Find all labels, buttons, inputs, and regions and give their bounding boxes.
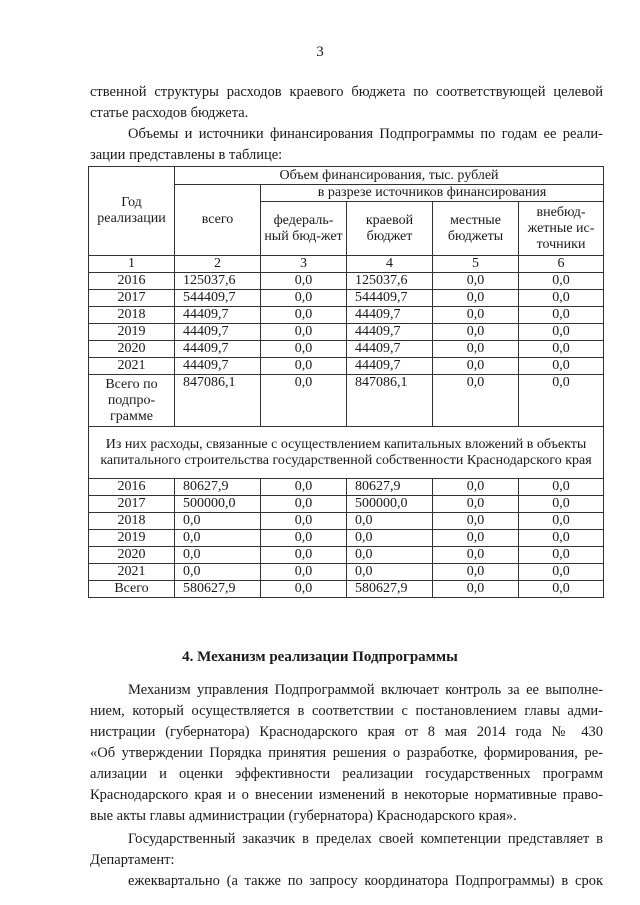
capital-total-value: 0,0 bbox=[519, 581, 604, 598]
header-year: Год реализации bbox=[89, 167, 175, 256]
table-cell: 2019 bbox=[89, 324, 175, 341]
capital-cell: 0,0 bbox=[175, 547, 261, 564]
text-line: Объемы и источники финансирования Подпрограммы по годам ее реали- bbox=[128, 126, 603, 142]
capital-cell: 500000,0 bbox=[175, 496, 261, 513]
capital-cell: 0,0 bbox=[261, 513, 347, 530]
capital-cell: 0,0 bbox=[175, 513, 261, 530]
table-cell: 125037,6 bbox=[175, 273, 261, 290]
table-cell: 44409,7 bbox=[175, 358, 261, 375]
table-cell: 2016 bbox=[89, 273, 175, 290]
header-breakdown: в разрезе источников финансирования bbox=[261, 185, 604, 202]
capital-cell: 80627,9 bbox=[175, 479, 261, 496]
table-cell: 0,0 bbox=[519, 341, 604, 358]
header-local: местные бюджеты bbox=[433, 202, 519, 256]
capital-cell: 0,0 bbox=[519, 547, 604, 564]
table-row bbox=[89, 290, 604, 307]
header-total: всего bbox=[175, 185, 261, 256]
total-value: 0,0 bbox=[519, 375, 604, 427]
capital-cell: 0,0 bbox=[261, 479, 347, 496]
capital-cell: 0,0 bbox=[347, 564, 433, 581]
capital-total-value: 0,0 bbox=[261, 581, 347, 598]
mechanism-paragraph bbox=[90, 680, 603, 827]
text-line: ализации и оценки эффективности реализации государственных программ bbox=[90, 766, 603, 782]
text-line: Краснодарского края и о внесении изменений в некоторые нормативные право- bbox=[90, 787, 603, 803]
total-value: 0,0 bbox=[433, 375, 519, 427]
column-number: 3 bbox=[261, 256, 347, 273]
capital-total-label: Всего bbox=[89, 581, 175, 598]
total-value: 0,0 bbox=[261, 375, 347, 427]
capital-total-value: 580627,9 bbox=[347, 581, 433, 598]
capital-cell: 2019 bbox=[89, 530, 175, 547]
table-row bbox=[89, 358, 604, 375]
capital-cell: 2021 bbox=[89, 564, 175, 581]
capital-cell: 0,0 bbox=[433, 564, 519, 581]
table-cell: 2020 bbox=[89, 341, 175, 358]
capital-cell: 0,0 bbox=[347, 530, 433, 547]
capital-cell: 2018 bbox=[89, 513, 175, 530]
table-cell: 0,0 bbox=[433, 307, 519, 324]
capital-cell: 0,0 bbox=[433, 547, 519, 564]
text-line: статье расходов бюджета. bbox=[90, 105, 249, 121]
table-cell: 2021 bbox=[89, 358, 175, 375]
total-value: 847086,1 bbox=[175, 375, 261, 427]
table-cell: 0,0 bbox=[261, 358, 347, 375]
table-cell: 0,0 bbox=[433, 341, 519, 358]
text-line: нием, который осуществляется в соответствии с постановлением главы адми- bbox=[90, 703, 603, 719]
table-cell: 125037,6 bbox=[347, 273, 433, 290]
table-cell: 44409,7 bbox=[347, 358, 433, 375]
section-heading: 4. Механизм реализации Подпрограммы bbox=[182, 649, 458, 665]
text-line: Департамент: bbox=[90, 852, 175, 868]
capital-cell: 0,0 bbox=[433, 513, 519, 530]
capital-cell: 0,0 bbox=[175, 564, 261, 581]
table-cell: 0,0 bbox=[519, 290, 604, 307]
customer-paragraph bbox=[90, 829, 603, 871]
table-cell: 0,0 bbox=[433, 358, 519, 375]
capital-row bbox=[89, 564, 604, 581]
text-line: нистрации (губернатора) Краснодарского края от 8 мая 2014 года № 430 bbox=[90, 724, 603, 740]
table-cell: 0,0 bbox=[519, 358, 604, 375]
capital-cell: 0,0 bbox=[261, 530, 347, 547]
column-number-row bbox=[89, 256, 604, 273]
column-number: 5 bbox=[433, 256, 519, 273]
table-cell: 0,0 bbox=[261, 307, 347, 324]
capital-cell: 0,0 bbox=[347, 547, 433, 564]
table-cell: 44409,7 bbox=[347, 324, 433, 341]
text-line: ежеквартально (а также по запросу координатора Подпрограммы) в срок bbox=[128, 873, 603, 889]
capital-row bbox=[89, 496, 604, 513]
capital-cell: 2020 bbox=[89, 547, 175, 564]
table-cell: 0,0 bbox=[261, 341, 347, 358]
capital-cell: 2016 bbox=[89, 479, 175, 496]
capital-heading: Из них расходы, связанные с осуществлением капитальных вложений в объекты капитального строительства государственной собственности Краснодарского края bbox=[89, 427, 604, 479]
capital-row bbox=[89, 479, 604, 496]
text-line: Государственный заказчик в пределах своей компетенции представляет в bbox=[128, 831, 603, 847]
text-line: вые акты главы администрации (губернатора) Краснодарского края». bbox=[90, 808, 517, 824]
table-row bbox=[89, 307, 604, 324]
table-cell: 0,0 bbox=[519, 307, 604, 324]
column-number: 6 bbox=[519, 256, 604, 273]
header-federal: федераль-ный бюд-жет bbox=[261, 202, 347, 256]
text-line: ственной структуры расходов краевого бюджета по соответствующей целевой bbox=[90, 84, 603, 100]
capital-cell: 2017 bbox=[89, 496, 175, 513]
page-number: 3 bbox=[316, 44, 324, 60]
capital-cell: 0,0 bbox=[433, 530, 519, 547]
header-regional: краевой бюджет bbox=[347, 202, 433, 256]
header-volume: Объем финансирования, тыс. рублей bbox=[175, 167, 604, 185]
capital-cell: 0,0 bbox=[519, 564, 604, 581]
table-row bbox=[89, 341, 604, 358]
capital-cell: 500000,0 bbox=[347, 496, 433, 513]
table-cell: 0,0 bbox=[519, 324, 604, 341]
table-cell: 0,0 bbox=[261, 290, 347, 307]
capital-cell: 0,0 bbox=[519, 530, 604, 547]
capital-cell: 0,0 bbox=[519, 513, 604, 530]
text-line: «Об утверждении Порядка принятия решения о разработке, формирования, ре- bbox=[90, 745, 603, 761]
capital-row bbox=[89, 547, 604, 564]
header-extrabudget: внебюд-жетные ис-точники bbox=[519, 202, 604, 256]
table-cell: 0,0 bbox=[433, 273, 519, 290]
total-value: 847086,1 bbox=[347, 375, 433, 427]
table-cell: 0,0 bbox=[261, 324, 347, 341]
table-cell: 0,0 bbox=[519, 273, 604, 290]
capital-row bbox=[89, 513, 604, 530]
table-cell: 44409,7 bbox=[175, 341, 261, 358]
capital-total-value: 0,0 bbox=[433, 581, 519, 598]
capital-row bbox=[89, 530, 604, 547]
capital-cell: 0,0 bbox=[433, 496, 519, 513]
column-number: 4 bbox=[347, 256, 433, 273]
table-cell: 544409,7 bbox=[347, 290, 433, 307]
column-number: 1 bbox=[89, 256, 175, 273]
text-line: зации представлены в таблице: bbox=[90, 147, 283, 163]
table-cell: 44409,7 bbox=[347, 341, 433, 358]
capital-cell: 0,0 bbox=[519, 496, 604, 513]
intro-paragraph bbox=[90, 82, 603, 166]
table-cell: 2018 bbox=[89, 307, 175, 324]
capital-cell: 0,0 bbox=[175, 530, 261, 547]
table-cell: 0,0 bbox=[261, 273, 347, 290]
capital-cell: 0,0 bbox=[519, 479, 604, 496]
capital-cell: 0,0 bbox=[261, 496, 347, 513]
table-cell: 2017 bbox=[89, 290, 175, 307]
table-row bbox=[89, 273, 604, 290]
table-cell: 44409,7 bbox=[175, 307, 261, 324]
table-cell: 44409,7 bbox=[175, 324, 261, 341]
capital-cell: 0,0 bbox=[261, 564, 347, 581]
capital-cell: 0,0 bbox=[433, 479, 519, 496]
text-line: Механизм управления Подпрограммой включает контроль за ее выполне- bbox=[128, 682, 603, 698]
table-cell: 0,0 bbox=[433, 290, 519, 307]
total-label: Всего по подпро-грамме bbox=[89, 375, 175, 427]
table-cell: 0,0 bbox=[433, 324, 519, 341]
column-number: 2 bbox=[175, 256, 261, 273]
table-row bbox=[89, 324, 604, 341]
capital-cell: 0,0 bbox=[347, 513, 433, 530]
table-cell: 44409,7 bbox=[347, 307, 433, 324]
quarterly-paragraph bbox=[90, 871, 603, 892]
capital-cell: 0,0 bbox=[261, 547, 347, 564]
financing-table bbox=[88, 166, 604, 598]
capital-total-value: 580627,9 bbox=[175, 581, 261, 598]
table-cell: 544409,7 bbox=[175, 290, 261, 307]
capital-cell: 80627,9 bbox=[347, 479, 433, 496]
